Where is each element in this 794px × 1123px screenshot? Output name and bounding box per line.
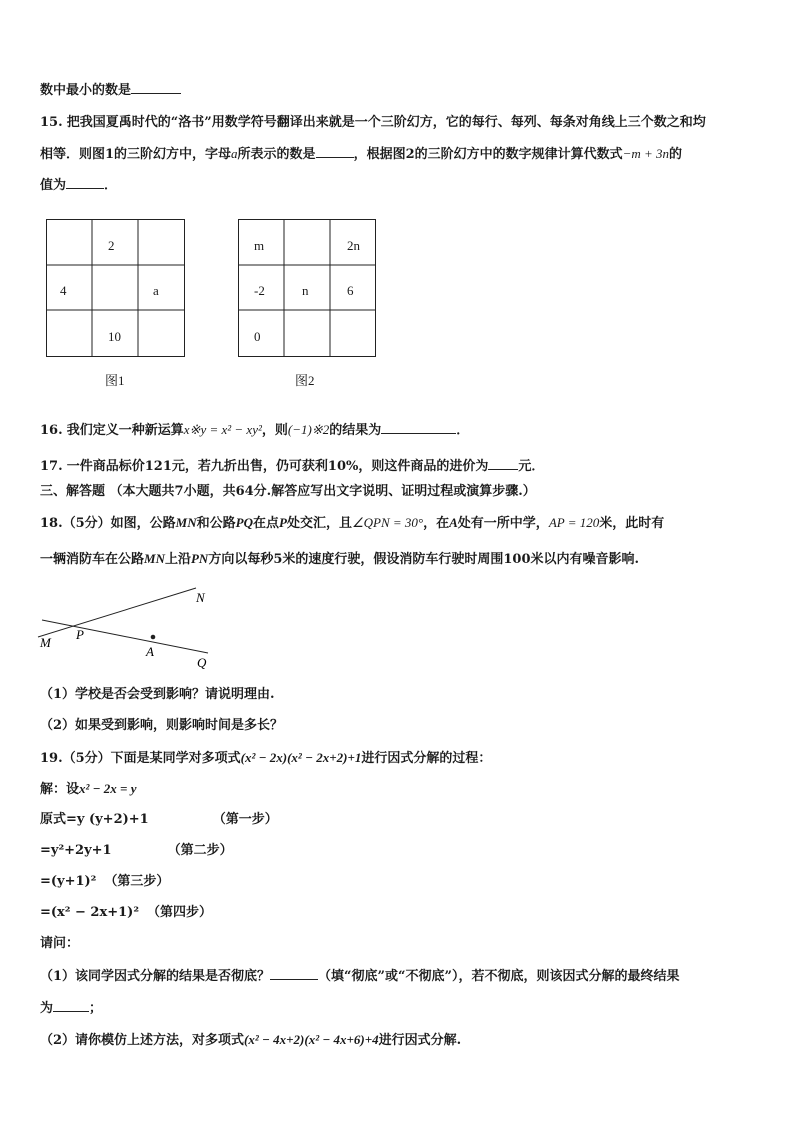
- answer-blank[interactable]: [488, 456, 518, 470]
- q18-sub2: （2）如果受到影响，则影响时间是多长？: [40, 718, 284, 733]
- q15-line3: 值为 ．: [40, 175, 758, 196]
- q19-ask: 请问：: [40, 936, 80, 951]
- q18-sub1: （1）学校是否会受到影响？请说明理由.: [40, 687, 275, 702]
- q19-step3: =(y+1)² （第三步）: [40, 874, 170, 889]
- answer-blank[interactable]: [381, 420, 456, 434]
- q15-line2: 相等．则图1的三阶幻方中，字母a所表示的数是 ，根据图2的三阶幻方中的数字规律计算代数式−m + 3n的: [40, 146, 683, 162]
- q18-line2: 一辆消防车在公路MN上沿PN方向以每秒5米的速度行驶，假设消防车行驶时周围100米以内有噪音影响.: [40, 551, 640, 567]
- q19-sol: 解：设x² − 2x = y: [40, 781, 137, 797]
- q18-line1: 18.（5分）如图，公路MN和公路PQ在点P处交汇，且∠QPN = 30°，在A处有一所中学，AP = 120米，此时有: [40, 515, 665, 531]
- fig1-caption: 图1: [105, 373, 125, 388]
- fig1-cell-r1c2: 2: [108, 238, 115, 253]
- q19-step2: =y²+2y+1 （第二步）: [40, 843, 233, 858]
- fig2-caption: 图2: [295, 373, 315, 388]
- fig2-cell-r1c3: 2n: [347, 238, 360, 253]
- answer-blank[interactable]: [316, 144, 354, 158]
- road-diagram: [36, 584, 226, 674]
- fig2-cell-r2c1: -2: [254, 283, 265, 298]
- point-a: [151, 635, 156, 640]
- road-mn: [38, 588, 196, 637]
- label-p: P: [76, 627, 84, 642]
- q17: 17. 一件商品标价121元，若九折出售，仍可获利10%，则这件商品的进价为 元．: [40, 456, 758, 477]
- fig1-cell-r2c1: 4: [60, 283, 67, 298]
- fig2-cell-r3c1: 0: [254, 329, 261, 344]
- fig1-cell-r2c3: a: [153, 283, 159, 298]
- label-q: Q: [197, 655, 207, 670]
- fig2-cell-r2c2: n: [302, 283, 309, 298]
- q19-line1: 19.（5分）下面是某同学对多项式(x² − 2x)(x² − 2x+2)+1进行因式分解的过程：: [40, 750, 492, 766]
- fig1-cell-r3c2: 10: [108, 329, 121, 344]
- q19-sub1-cont: 为 ；: [40, 998, 758, 1019]
- answer-blank[interactable]: [53, 998, 89, 1012]
- q19-sub1: （1）该同学因式分解的结果是否彻底？ （填“彻底”或“不彻底”），若不彻底，则该因式分解的最终结果: [40, 966, 758, 987]
- q19-sub2: （2）请你模仿上述方法，对多项式(x² − 4x+2)(x² − 4x+6)+4进行因式分解.: [40, 1032, 462, 1048]
- q16: 16. 我们定义一种新运算x※y = x² − xy²，则(−1)※2的结果为 ．: [40, 422, 470, 438]
- q15-line1: 15. 把我国夏禹时代的“洛书”用数学符号翻译出来就是一个三阶幻方，它的每行、每列、每条对角线上三个数之和均: [40, 115, 706, 130]
- q19-step4: =(x² − 2x+1)² （第四步）: [40, 905, 213, 920]
- fig2-cell-r2c3: 6: [347, 283, 354, 298]
- section-header: 三、解答题 （本大题共7小题，共64分.解答应写出文字说明、证明过程或演算步骤.）: [40, 484, 536, 499]
- label-m: M: [40, 635, 51, 650]
- label-a: A: [146, 644, 154, 659]
- answer-blank[interactable]: [131, 80, 181, 94]
- road-pq: [42, 620, 208, 653]
- label-n: N: [196, 590, 205, 605]
- answer-blank[interactable]: [270, 966, 318, 980]
- fig2-cell-r1c1: m: [254, 238, 265, 253]
- q14-tail: 数中最小的数是: [40, 80, 758, 101]
- answer-blank[interactable]: [66, 175, 104, 189]
- q19-step1: 原式=y (y+2)+1 （第一步）: [40, 812, 278, 827]
